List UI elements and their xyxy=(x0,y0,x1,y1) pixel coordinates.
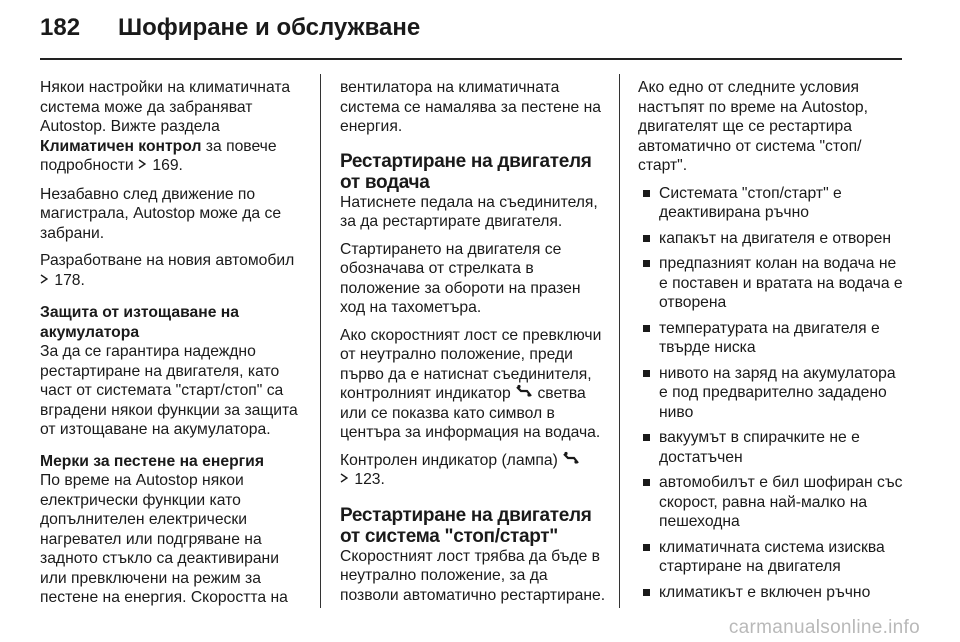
subheading: Защита от изтощаване на акумулатора xyxy=(40,304,240,341)
header-rule xyxy=(40,58,902,60)
paragraph-text: Контролен индикатор (лампа) xyxy=(340,451,563,469)
list-item-text: предпазният колан на водача не е поставен и вратата на водача е отворена xyxy=(659,255,903,311)
list-item xyxy=(638,428,908,467)
bullet-icon xyxy=(643,235,650,242)
page-number: 182 xyxy=(40,14,81,41)
section-title: Шофиране и обслужване xyxy=(118,14,421,41)
list-item xyxy=(638,364,908,423)
paragraph: За да се гарантира надеждно рестартиране на двигателя, като част от системата "старт/стоп" са вградени някои функции за защита от изтощаване на акумулатора. xyxy=(40,343,298,438)
cross-reference-title: Климатичен контрол xyxy=(40,137,202,155)
paragraph-text: Ако скоростният лост се превключи от неутрално положение, преди първо да е натиснат съединителя, контролният индикатор xyxy=(340,326,602,402)
condition-list xyxy=(638,184,908,603)
page-reference: 169. xyxy=(148,157,183,174)
paragraph: Ако едно от следните условия настъпят по време на Autostop, двигателят ще се рестартира автоматично от система "стоп/старт". xyxy=(638,79,869,174)
list-item xyxy=(638,184,908,223)
paragraph xyxy=(340,326,610,443)
bullet-icon xyxy=(643,589,650,596)
paragraph-text: светва или се показва като символ в центъра за информация на водача. xyxy=(340,385,601,442)
page-header xyxy=(0,0,960,60)
bullet-icon xyxy=(643,479,650,486)
column-divider-1 xyxy=(320,74,321,608)
arrow-ref-icon xyxy=(138,156,146,176)
subheading: Мерки за пестене на енергия xyxy=(40,452,264,470)
bullet-icon xyxy=(643,260,650,267)
column-3 xyxy=(638,78,908,608)
column-1 xyxy=(40,78,308,616)
car-indicator-icon xyxy=(515,384,533,404)
list-item xyxy=(638,473,908,532)
paragraph: Скоростният лост трябва да бъде в неутрално положение, за да позволи автоматично рестартиране. xyxy=(340,547,606,604)
list-item-text: автомобилът е бил шофиран със скорост, равна най-малко на пешеходна xyxy=(659,474,903,530)
bullet-icon xyxy=(643,370,650,377)
paragraph: Стартирането на двигателя се обозначава от стрелката в положение за обороти на празен ход на тахометъра. xyxy=(340,240,581,316)
paragraph: вентилатора на климатичната система се намалява за пестене на енергия. xyxy=(340,79,601,135)
paragraph-text: Разработване на новия автомобил xyxy=(40,252,295,269)
paragraph xyxy=(40,251,308,291)
list-item xyxy=(638,538,908,577)
list-item-text: капакът на двигателя е отворен xyxy=(659,229,891,247)
paragraph: Натиснете педала на съединителя, за да рестартирате двигателя. xyxy=(340,193,598,230)
list-item-text: температурата на двигателя е твърде ниска xyxy=(659,319,880,356)
list-item-text: вакуумът в спирачките не е достатъчен xyxy=(659,429,860,466)
column-2 xyxy=(340,78,610,613)
page-reference: 123. xyxy=(350,471,385,489)
paragraph-text: Някои настройки на климатичната система може да забраняват Autostop. Вижте раздела xyxy=(40,79,291,135)
arrow-ref-icon xyxy=(340,470,348,490)
page-reference: 178. xyxy=(50,271,85,289)
bullet-icon xyxy=(643,325,650,332)
list-item xyxy=(638,229,908,249)
list-item xyxy=(638,319,908,358)
paragraph xyxy=(340,451,610,491)
paragraph: По време на Autostop някои електрически функции като допълнителен електрически нагревател или подгряване на задното стъкло са деактивирани или превключени на режим за пестене на енергия. Скоростта на xyxy=(40,472,288,606)
watermark: carmanualsonline.info xyxy=(728,617,920,638)
arrow-ref-icon xyxy=(40,271,48,291)
list-item-text: климатикът е включен ръчно xyxy=(659,583,871,601)
car-indicator-icon xyxy=(562,451,580,471)
list-item-text: Системата "стоп/старт" е деактивирана ръчно xyxy=(659,184,842,221)
bullet-icon xyxy=(643,544,650,551)
paragraph: Незабавно след движение по магистрала, Autostop може да се забрани. xyxy=(40,185,282,242)
list-item-text: нивото на заряд на акумулатора е под предварително зададено ниво xyxy=(659,364,896,421)
list-item xyxy=(638,583,908,603)
heading: Рестартиране на двигателя от система "стоп/старт" xyxy=(340,504,592,547)
column-divider-2 xyxy=(619,74,620,608)
bullet-icon xyxy=(643,434,650,441)
list-item-text: климатичната система изисква стартиране на двигателя xyxy=(659,538,885,575)
heading: Рестартиране на двигателя от водача xyxy=(340,150,592,193)
bullet-icon xyxy=(643,190,650,197)
paragraph xyxy=(40,78,308,177)
list-item xyxy=(638,254,908,313)
paragraph-text: за повече подробности xyxy=(40,137,277,174)
